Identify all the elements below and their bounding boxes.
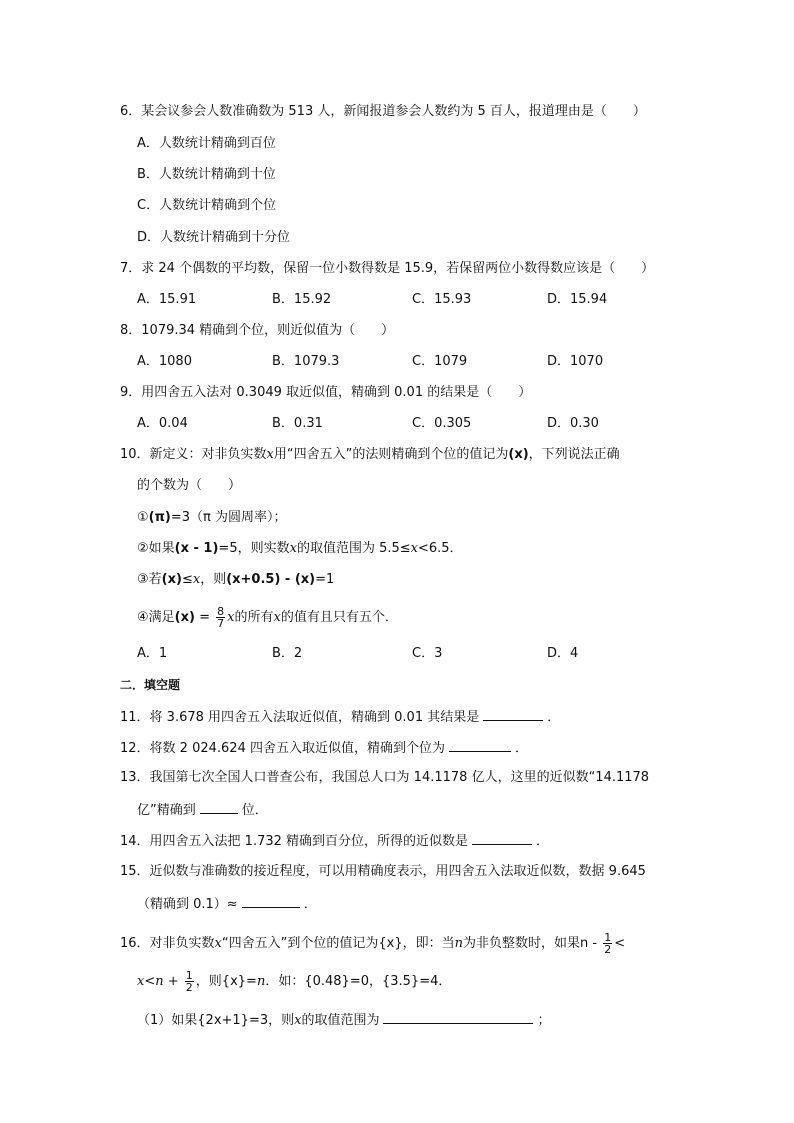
q6-option-d: D．人数统计精确到十分位 bbox=[137, 230, 291, 245]
period: ． bbox=[303, 897, 317, 912]
q10-stem-c: ，下列说法正确 bbox=[528, 447, 620, 462]
q16-line1 bbox=[120, 932, 625, 955]
q16-line2 bbox=[137, 970, 451, 993]
q13-line2 bbox=[137, 801, 268, 819]
fraction-denominator: 2 bbox=[185, 981, 193, 994]
s4-equals: = bbox=[194, 610, 215, 625]
round-notation: (x) bbox=[508, 447, 529, 462]
q6-option-a: A．人数统计精确到百位 bbox=[137, 136, 276, 151]
var-x: x bbox=[289, 541, 297, 556]
s3-notation: (x) bbox=[161, 572, 182, 587]
q10-stem-line2: 的个数为（ ） bbox=[137, 478, 242, 493]
q16-sub1-text-a: （1）如果{2x+1}=3，则 bbox=[137, 1013, 295, 1028]
fraction-numerator: 1 bbox=[604, 931, 612, 944]
period: ． bbox=[536, 834, 550, 849]
q8-option-b: B．1079.3 bbox=[272, 354, 340, 369]
period: ． bbox=[514, 741, 528, 756]
var-x: x bbox=[266, 447, 274, 462]
q10-statement-3 bbox=[137, 572, 334, 588]
q7-stem: 7．求 24 个偶数的平均数，保留一位小数得数是 15.9，若保留两位小数得数应该是（ ） bbox=[120, 261, 655, 276]
s3-text-a: ③若 bbox=[137, 572, 162, 587]
s2-notation: (x - 1) bbox=[174, 541, 219, 556]
q9-option-a: A．0.04 bbox=[137, 416, 188, 431]
q11 bbox=[120, 708, 560, 726]
answer-blank[interactable] bbox=[472, 832, 532, 845]
fraction-numerator: 8 bbox=[217, 605, 225, 618]
answer-blank[interactable] bbox=[200, 801, 238, 814]
q16-sub1 bbox=[137, 1011, 550, 1029]
q16-expr: n - bbox=[580, 936, 602, 951]
s3-text-d: ，则 bbox=[200, 572, 227, 587]
var-x: x bbox=[273, 610, 281, 625]
q10-statement-4 bbox=[137, 606, 398, 629]
q10-option-d: D．4 bbox=[547, 646, 579, 661]
q7-option-a: A．15.91 bbox=[137, 292, 197, 307]
answer-blank[interactable] bbox=[483, 708, 543, 721]
round-notation: {x} bbox=[378, 936, 403, 951]
section-title-fill-in: 二．填空题 bbox=[120, 678, 181, 692]
q15-line2 bbox=[137, 895, 317, 913]
semicolon: ； bbox=[537, 1013, 551, 1028]
round-notation: {x} bbox=[221, 974, 247, 989]
s1-marker: ① bbox=[137, 510, 149, 525]
equals: = bbox=[246, 974, 257, 989]
s3-notation-expr: (x+0.5) - (x) bbox=[226, 572, 316, 587]
less-than: < bbox=[614, 936, 626, 951]
less-than: < bbox=[144, 974, 156, 989]
answer-blank[interactable] bbox=[383, 1011, 533, 1024]
answer-blank[interactable] bbox=[449, 739, 511, 752]
q14-text: 14．用四舍五入法把 1.732 精确到百分位，所得的近似数是 bbox=[120, 834, 469, 849]
q9-option-d: D．0.30 bbox=[547, 416, 599, 431]
q9-option-b: B．0.31 bbox=[272, 416, 323, 431]
s4-notation: (x) bbox=[174, 610, 195, 625]
q9-option-c: C．0.305 bbox=[412, 416, 472, 431]
s3-text-c: ≤ bbox=[181, 572, 193, 587]
s1-text: =3（π 为圆周率）； bbox=[170, 510, 287, 525]
fraction-8-7 bbox=[216, 606, 225, 629]
fraction-denominator: 2 bbox=[604, 943, 612, 956]
q10-option-a: A．1 bbox=[137, 646, 168, 661]
fraction-denominator: 7 bbox=[217, 617, 225, 630]
q16-text-b: “四舍五入”到个位的值记为 bbox=[221, 936, 379, 951]
q7-option-d: D．15.94 bbox=[547, 292, 608, 307]
q8-option-d: D．1070 bbox=[547, 354, 604, 369]
fraction-numerator: 1 bbox=[185, 969, 193, 982]
answer-blank[interactable] bbox=[242, 895, 300, 908]
q16-text-d: 为非负整数时，如果 bbox=[463, 936, 581, 951]
q8-option-a: A．1080 bbox=[137, 354, 192, 369]
var-x: x bbox=[294, 1013, 302, 1028]
q7-option-b: B．15.92 bbox=[272, 292, 332, 307]
q16-example: ．如：{0.48}=0，{3.5}=4． bbox=[265, 974, 452, 989]
s4-text-a: ④满足 bbox=[137, 610, 175, 625]
q15-line1: 15．近似数与准确数的接近程度，可以用精确度表示，用四舍五入法取近似数，数据 9.645 bbox=[120, 864, 646, 879]
q16-sub1-text-b: 的取值范围为 bbox=[301, 1013, 380, 1028]
s2-text-c: =5，则实数 bbox=[218, 541, 290, 556]
s1-notation: (π) bbox=[148, 510, 171, 525]
s3-text-f: =1 bbox=[315, 572, 335, 587]
q12 bbox=[120, 739, 528, 757]
q10-option-c: C．3 bbox=[412, 646, 443, 661]
q16-text-a: 16．对非负实数 bbox=[120, 936, 215, 951]
q13-text-b: 位． bbox=[241, 803, 268, 818]
q9-stem: 9．用四舍五入法对 0.3049 取近似值，精确到 0.01 的结果是（ ） bbox=[120, 385, 532, 400]
q8-option-c: C．1079 bbox=[412, 354, 468, 369]
var-x: x bbox=[137, 974, 145, 989]
q10-statement-1 bbox=[137, 510, 286, 526]
q6-option-c: C．人数统计精确到个位 bbox=[137, 198, 277, 213]
q10-stem bbox=[120, 447, 620, 463]
period: ． bbox=[547, 710, 561, 725]
var-n: n bbox=[256, 974, 266, 989]
s2-text-d: 的取值范围为 5.5≤ bbox=[296, 541, 411, 556]
q6-option-b: B．人数统计精确到十位 bbox=[137, 167, 276, 182]
q14 bbox=[120, 832, 549, 850]
q12-text: 12．将数 2 024.624 四舍五入取近似值，精确到个位为 bbox=[120, 741, 445, 756]
q8-stem: 8．1079.34 精确到个位，则近似值为（ ） bbox=[120, 323, 395, 338]
s2-text-e: <6.5． bbox=[417, 541, 463, 556]
q16-text-then: ，则 bbox=[195, 974, 222, 989]
q13-text-a: 亿”精确到 bbox=[137, 803, 196, 818]
s4-text-d: 的值有且只有五个． bbox=[280, 610, 398, 625]
q6-stem: 6．某会议参会人数准确数为 513 人，新闻报道参会人数约为 5 百人，报道理由是（ ） bbox=[120, 104, 646, 119]
q10-stem-b: 用“四舍五入”的法则精确到个位的值记为 bbox=[273, 447, 509, 462]
fraction-one-half bbox=[185, 970, 194, 993]
q16-expr: n + bbox=[155, 974, 183, 989]
q10-stem-a: 10．新定义：对非负实数 bbox=[120, 447, 267, 462]
s4-text-c: 的所有 bbox=[234, 610, 274, 625]
q11-text: 11．将 3.678 用四舍五入法取近似值，精确到 0.01 其结果是 bbox=[120, 710, 480, 725]
s2-text-a: ②如果 bbox=[137, 541, 175, 556]
var-n: n bbox=[454, 936, 464, 951]
fraction-one-half bbox=[603, 932, 612, 955]
q10-option-b: B．2 bbox=[272, 646, 303, 661]
var-x: x bbox=[214, 936, 222, 951]
q16-text-c: ，即：当 bbox=[402, 936, 455, 951]
var-x: x bbox=[227, 610, 235, 625]
q13-line1: 13．我国第七次全国人口普查公布，我国总人口为 14.1178 亿人，这里的近似数“14.1178 bbox=[120, 770, 650, 785]
var-x: x bbox=[410, 541, 418, 556]
q7-option-c: C．15.93 bbox=[412, 292, 472, 307]
q15-text: （精确到 0.1）≈ bbox=[137, 897, 238, 912]
q10-statement-2 bbox=[137, 541, 463, 557]
var-x: x bbox=[192, 572, 201, 587]
